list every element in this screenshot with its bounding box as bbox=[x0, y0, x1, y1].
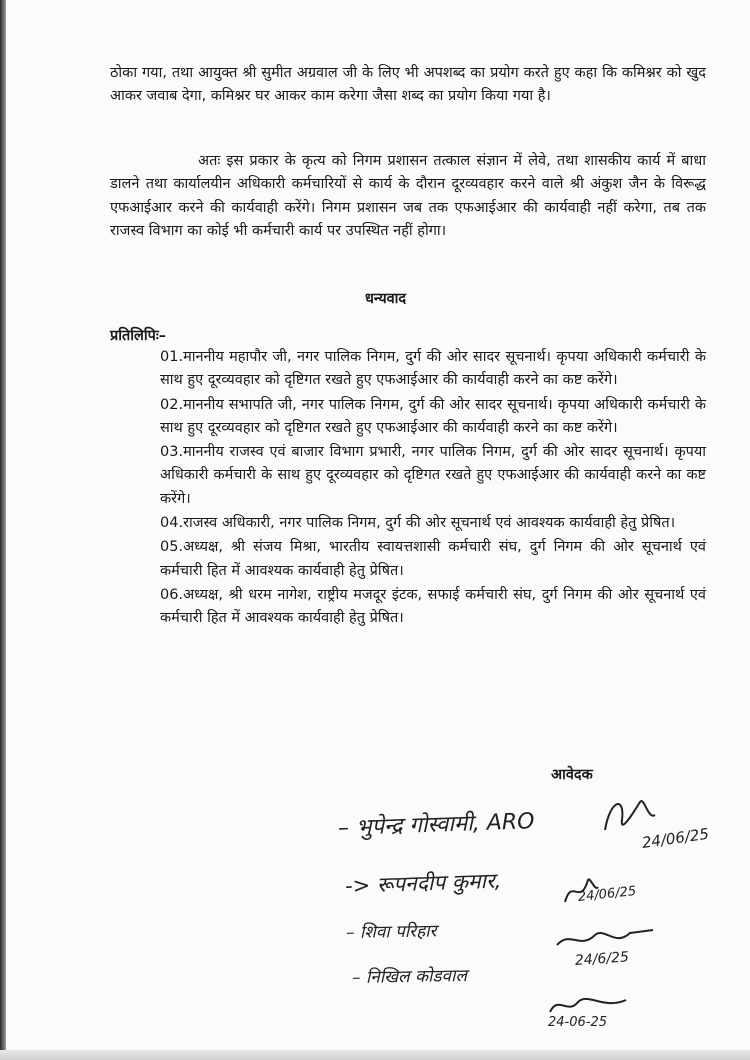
signature-date-1: 24/06/25 bbox=[640, 824, 710, 852]
copy-item bbox=[160, 441, 706, 511]
body-paragraph-2 bbox=[110, 150, 706, 243]
copy-item-text: माननीय राजस्व एवं बाजार विभाग प्रभारी, नगर पालिक निगम, दुर्ग की ओर सादर सूचनार्थ। कृपया अधिकारी कर्मचारी के साथ हुए दूरव्यवहार को दृष्टिगत रखते हुए एफआईआर की कार्यवाही करने का कष्ट करेंगे। bbox=[160, 444, 706, 507]
copy-item bbox=[160, 536, 706, 583]
copy-item-number: 05. bbox=[160, 539, 184, 556]
copy-item-text: अध्यक्ष, श्री धरम नागेश, राष्ट्रीय मजदूर इंटक, सफाई कर्मचारी संघ, दुर्ग निगम की ओर सूचनार्थ एवं कर्मचारी हित में आवश्यक कार्यवाही हेतु प्रेषित। bbox=[160, 586, 706, 627]
copy-item-number: 03. bbox=[160, 444, 184, 461]
copy-item-number: 04. bbox=[160, 515, 184, 532]
copy-item-text: अध्यक्ष, श्री संजय मिश्रा, भारतीय स्वायत्तशासी कर्मचारी संघ, दुर्ग निगम की ओर सूचनार्थ एवं कर्मचारी हित में आवश्यक कार्यवाही हेतु प्रेषित। bbox=[160, 539, 706, 579]
copy-item bbox=[160, 346, 706, 393]
copy-item-text: राजस्व अधिकारी, नगर पालिक निगम, दुर्ग की ओर सूचनार्थ एवं आवश्यक कार्यवाही हेतु प्रेषित। bbox=[183, 515, 676, 532]
body-paragraph-1: ठोका गया, तथा आयुक्त श्री सुमीत अग्रवाल जी के लिए भी अपशब्द का प्रयोग करते हुए कहा कि कमिश्नर को खुद आकर जवाब देगा, कमिश्नर घर आकर काम करेगा जैसा शब्द का प्रयोग किया गया है। bbox=[110, 65, 706, 105]
signature-date-4: 24-06-25 bbox=[548, 1015, 608, 1030]
copy-item-text: माननीय सभापति जी, नगर पालिक निगम, दुर्ग की ओर सादर सूचनार्थ। कृपया अधिकारी कर्मचारी के साथ हुए दूरव्यवहार को दृष्टिगत रखते हुए एफआईआर की कार्यवाही करने का कष्ट करेंगे। bbox=[160, 396, 706, 436]
signature-date-3: 24/6/25 bbox=[574, 949, 630, 969]
copy-item-text: माननीय महापौर जी, नगर पालिक निगम, दुर्ग की ओर सादर सूचनार्थ। कृपया अधिकारी कर्मचारी के साथ हुए दूरव्यवहार को दृष्टिगत रखते हुए एफआईआर की कार्यवाही करने का कष्ट करेंगे। bbox=[160, 349, 706, 389]
page-bottom-edge bbox=[0, 1050, 750, 1060]
copy-item-number: 02. bbox=[160, 396, 184, 413]
body-paragraph-2-text: अतः इस प्रकार के कृत्य को निगम प्रशासन तत्काल संज्ञान में लेवे, तथा शासकीय कार्य में बाधा डालने तथा कार्यालयीन अधिकारी कर्मचारियों से कार्य के दौरान दूरव्यवहार करने वाले श्री अंकुश जैन के विरूद्ध एफआईआर करने की कार्यवाही करेंगे। निगम प्रशासन जब तक एफआईआर की कार्यवाही नहीं करेगा, तब तक राजस्व विभाग का कोई भी कर्मचारी कार्य पर उपस्थित नहीं होगा। bbox=[110, 153, 706, 239]
signature-date-2: 24/06/25 bbox=[577, 883, 637, 905]
copies-label: प्रतिलिपिः– bbox=[110, 328, 167, 344]
signature-name-1: – भुपेन्द्र गोस्वामी, ARO bbox=[337, 809, 535, 841]
applicant-label: आवेदक bbox=[551, 767, 593, 783]
copy-item bbox=[160, 512, 706, 535]
signature-name-2: -> रूपनदीप कुमार, bbox=[344, 868, 502, 898]
signature-name-4: – निखिल कोडवाल bbox=[351, 965, 468, 988]
page-edge-shadow bbox=[0, 0, 6, 1060]
copy-item-number: 01. bbox=[160, 349, 184, 365]
copies-list bbox=[160, 346, 706, 632]
copy-item-number: 06. bbox=[160, 586, 184, 603]
copy-item bbox=[160, 584, 706, 631]
thanks-line: धन्यवाद bbox=[365, 291, 407, 307]
signature-name-3: – शिवा परिहार bbox=[345, 921, 437, 943]
copy-item bbox=[160, 394, 706, 441]
